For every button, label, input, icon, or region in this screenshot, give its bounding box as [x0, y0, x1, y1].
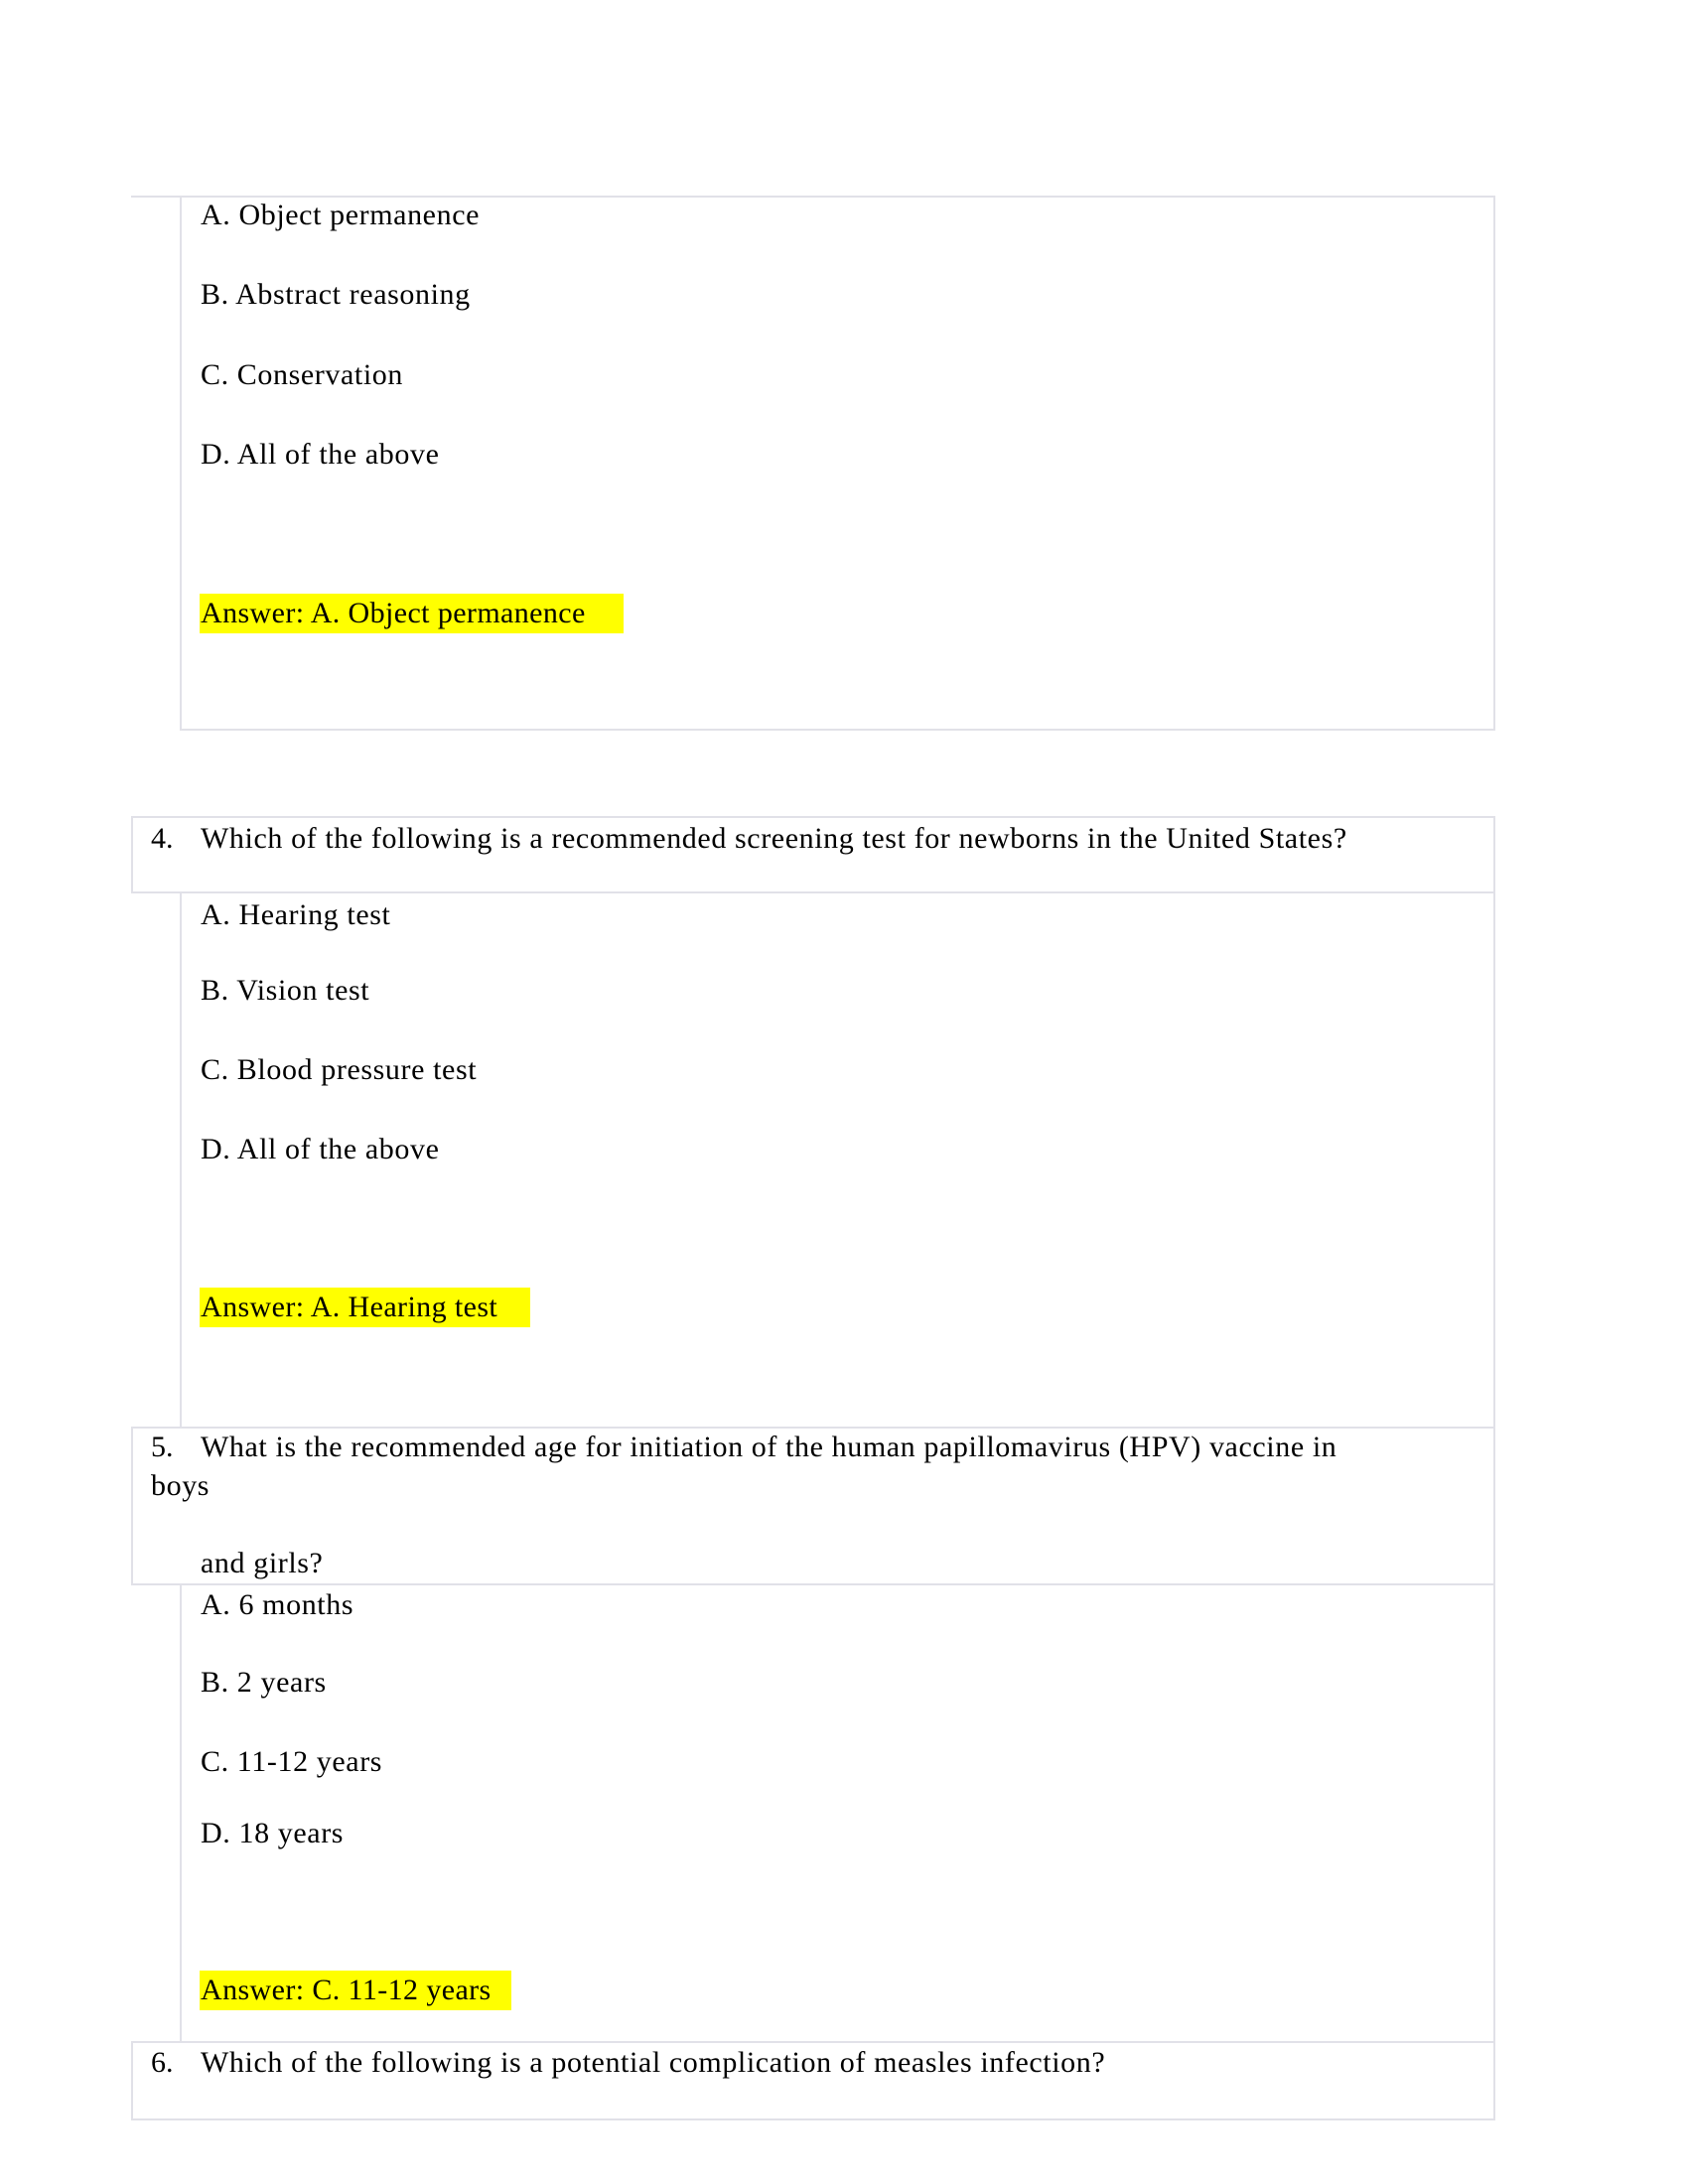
q5-question-line-1: What is the recommended age for initiation of the human papillomavirus (HPV) vaccine in	[201, 1431, 1337, 1463]
q4-number: 4.	[151, 822, 174, 855]
q4-question-text: Which of the following is a recommended screening test for newborns in the United States?	[201, 822, 1347, 855]
q3-option-a: A. Object permanence	[201, 199, 481, 231]
q4-answer-highlight: Answer: A. Hearing test	[200, 1288, 530, 1327]
q5-answer-highlight: Answer: C. 11-12 years	[200, 1971, 511, 2010]
q5-option-c: C. 11-12 years	[201, 1745, 383, 1778]
q4-option-a: A. Hearing test	[201, 898, 391, 931]
q5-question-line-2: boys	[151, 1469, 211, 1502]
q4-option-b: B. Vision test	[201, 974, 370, 1007]
q3-option-d: D. All of the above	[201, 438, 440, 471]
q5-option-a: A. 6 months	[201, 1588, 354, 1621]
q3-option-c: C. Conservation	[201, 358, 403, 391]
q5-option-b: B. 2 years	[201, 1666, 327, 1699]
q3-option-b: B. Abstract reasoning	[201, 278, 471, 311]
q6-question-text: Which of the following is a potential complication of measles infection?	[201, 2046, 1106, 2079]
q3-answer-highlight: Answer: A. Object permanence	[200, 594, 624, 633]
q6-number: 6.	[151, 2046, 174, 2079]
q5-number: 5.	[151, 1431, 174, 1463]
q4-option-d: D. All of the above	[201, 1133, 440, 1165]
q5-option-d: D. 18 years	[201, 1817, 345, 1849]
q4-option-c: C. Blood pressure test	[201, 1053, 478, 1086]
q5-question-line-3: and girls?	[201, 1547, 324, 1579]
